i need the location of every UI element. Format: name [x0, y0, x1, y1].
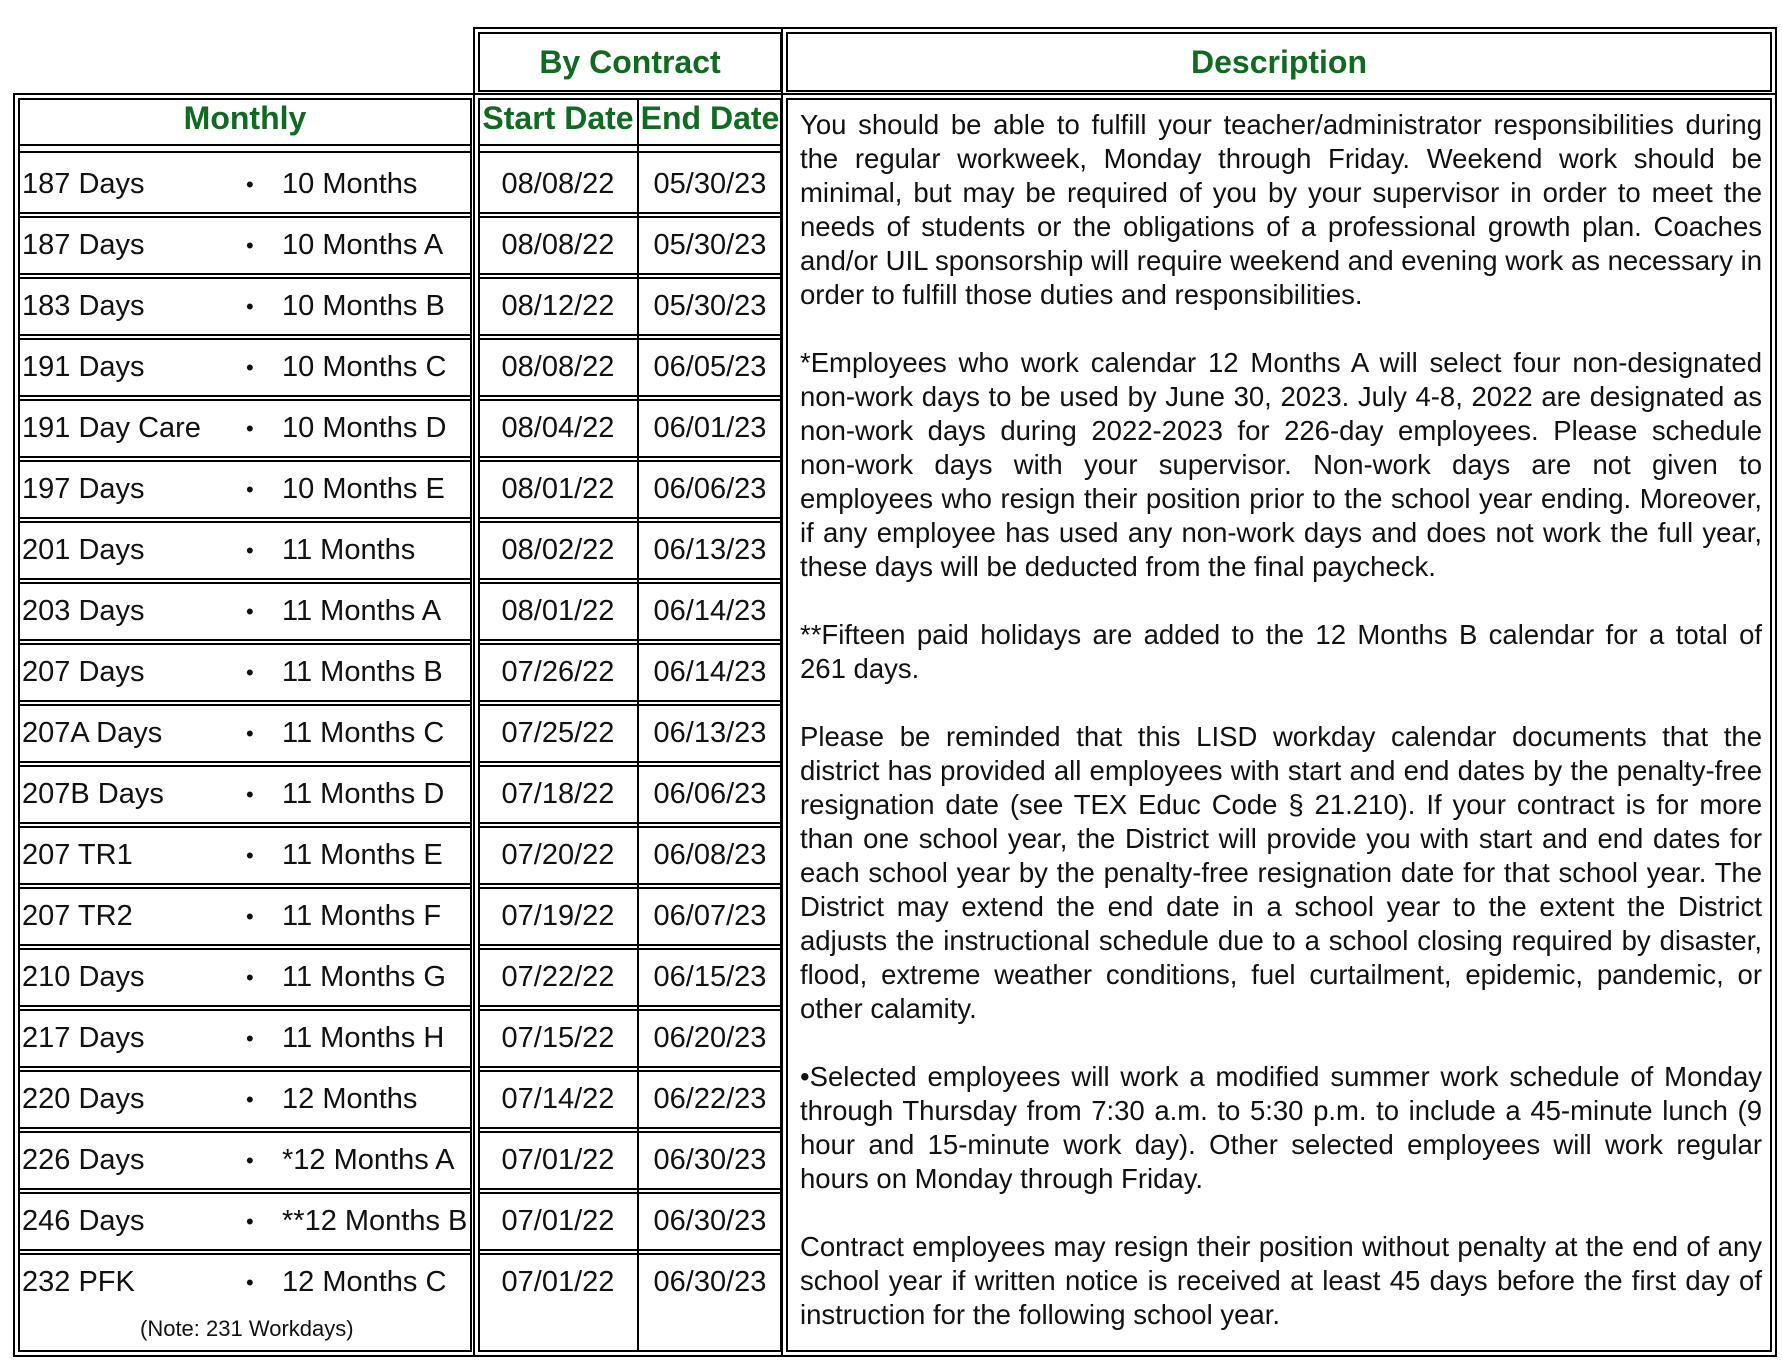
row-bullet: • [246, 294, 254, 319]
row-bullet: • [246, 904, 254, 929]
row-end-date: 06/30/23 [653, 1144, 767, 1176]
row-divider [18, 1070, 472, 1072]
row-divider [18, 883, 472, 885]
row-bullet: • [246, 1026, 254, 1051]
row-months: 11 Months H [282, 1022, 445, 1054]
row-bullet: • [246, 1209, 254, 1234]
row-divider [18, 700, 472, 702]
header-divider-left-2 [18, 151, 472, 153]
row-days: 226 Days [22, 1144, 145, 1176]
row-divider [18, 948, 472, 950]
row-days: 207 Days [22, 656, 145, 688]
row-end-date: 06/06/23 [653, 778, 767, 810]
row-months: 10 Months C [282, 351, 447, 383]
row-divider [18, 395, 472, 397]
row-days: 232 PFK [22, 1266, 135, 1298]
row-days: 207A Days [22, 717, 163, 749]
description-paragraph: Please be reminded that this LISD workday calendar documents that the district has provided all employees with start and end dates by the penalty-free resignation date (see TEX Educ Code § 21.210). If your contract is for more than one school year, the District will provide you with start and end dates for each school year by the penalty-free resignation date for that school year. The District may extend the end date in a school year to the extent the District adjusts the instructional schedule due to a school closing required by disaster, flood, extreme weather conditions, fuel curtailment, epidemic, pandemic, or other calamity. [800, 721, 1762, 1024]
row-start-date: 08/04/22 [501, 412, 615, 444]
row-start-date: 07/01/22 [501, 1144, 615, 1176]
row-days: 217 Days [22, 1022, 145, 1054]
row-bullet: • [246, 782, 254, 807]
row-divider [478, 399, 782, 401]
row-months: 10 Months E [282, 473, 445, 505]
description-paragraph: **Fifteen paid holidays are added to the 12 Months B calendar for a total of 261 days. [800, 619, 1762, 684]
row-divider [478, 1066, 782, 1068]
row-divider [478, 944, 782, 946]
row-months: 11 Months [282, 534, 416, 566]
row-start-date: 08/08/22 [501, 351, 615, 383]
row-divider [18, 1127, 472, 1129]
row-months: 10 Months [282, 168, 418, 200]
row-days: 220 Days [22, 1083, 145, 1115]
description-header: Description [1190, 44, 1368, 80]
row-start-date: 07/22/22 [501, 961, 615, 993]
row-start-date: 07/01/22 [501, 1266, 615, 1298]
row-divider [18, 582, 472, 584]
row-divider [478, 1249, 782, 1251]
description-paragraph: •Selected employees will work a modified summer work schedule of Monday through Thursday from 7:30 a.m. to 5:30 p.m. to include a 45-minute lunch (9 hour and 15-minute work day). Other selected employees will work regular hours on Monday through Friday. [800, 1061, 1762, 1194]
row-divider [478, 761, 782, 763]
by-contract-header: By Contract [539, 44, 721, 80]
row-divider [478, 826, 782, 828]
row-days: 187 Days [22, 229, 145, 261]
header-divider-mid-2 [478, 151, 782, 153]
row-days: 201 Days [22, 534, 145, 566]
row-months: 10 Months A [282, 229, 444, 261]
row-divider [478, 582, 782, 584]
row-divider [478, 1131, 782, 1133]
row-divider [478, 578, 782, 580]
row-start-date: 08/01/22 [501, 595, 615, 627]
row-divider [18, 1188, 472, 1190]
row-divider [18, 826, 472, 828]
header-divider-left [18, 144, 472, 146]
row-divider [478, 883, 782, 885]
row-divider [478, 1253, 782, 1255]
row-months: 11 Months C [282, 717, 445, 749]
row-divider [478, 216, 782, 218]
row-divider [478, 948, 782, 950]
row-bullet: • [246, 172, 254, 197]
row-divider [18, 273, 472, 275]
row-bullet: • [246, 416, 254, 441]
row-divider [18, 704, 472, 706]
row-start-date: 07/15/22 [501, 1022, 615, 1054]
row-start-date: 07/19/22 [501, 900, 615, 932]
row-divider [478, 517, 782, 519]
row-divider [18, 277, 472, 279]
row-divider [18, 338, 472, 340]
row-months: 10 Months B [282, 290, 445, 322]
row-bullet: • [246, 477, 254, 502]
row-start-date: 07/01/22 [501, 1205, 615, 1237]
row-divider [18, 1066, 472, 1068]
row-months: **12 Months B [282, 1205, 468, 1237]
row-start-date: 08/02/22 [501, 534, 615, 566]
row-divider [478, 212, 782, 214]
row-divider [18, 1192, 472, 1194]
row-start-date: 08/01/22 [501, 473, 615, 505]
row-end-date: 06/05/23 [653, 351, 767, 383]
row-bullet: • [246, 233, 254, 258]
row-divider [18, 456, 472, 458]
row-days: 183 Days [22, 290, 145, 322]
row-divider [478, 643, 782, 645]
row-start-date: 07/20/22 [501, 839, 615, 871]
row-months: 11 Months F [282, 900, 442, 932]
row-end-date: 06/14/23 [653, 595, 767, 627]
end-date-header: End Date [640, 100, 780, 136]
row-divider [18, 399, 472, 401]
row-divider [478, 822, 782, 824]
row-days: 246 Days [22, 1205, 145, 1237]
row-divider [18, 1005, 472, 1007]
row-divider [18, 822, 472, 824]
row-end-date: 05/30/23 [653, 229, 767, 261]
row-days: 191 Day Care [22, 412, 201, 444]
row-start-date: 07/18/22 [501, 778, 615, 810]
row-divider [18, 334, 472, 336]
row-divider [18, 944, 472, 946]
row-divider [18, 761, 472, 763]
row-end-date: 06/14/23 [653, 656, 767, 688]
row-divider [18, 639, 472, 641]
row-days: 187 Days [22, 168, 145, 200]
row-divider [18, 643, 472, 645]
row-divider [478, 521, 782, 523]
row-months: 12 Months [282, 1083, 418, 1115]
row-end-date: 06/13/23 [653, 534, 767, 566]
row-divider [18, 460, 472, 462]
row-end-date: 05/30/23 [653, 290, 767, 322]
row-bullet: • [246, 965, 254, 990]
row-bullet: • [246, 843, 254, 868]
row-months: *12 Months A [282, 1144, 455, 1176]
row-divider [18, 1131, 472, 1133]
row-end-date: 06/07/23 [653, 900, 767, 932]
row-divider [18, 765, 472, 767]
row-end-date: 06/30/23 [653, 1205, 767, 1237]
row-start-date: 07/14/22 [501, 1083, 615, 1115]
description-body [800, 108, 1762, 1366]
row-months: 12 Months C [282, 1266, 447, 1298]
row-divider [478, 1192, 782, 1194]
description-paragraph: You should be able to fulfill your teacher/administrator responsibilities during the regular workweek, Monday through Friday. Weekend work should be minimal, but may be required of you by your supervisor in order to meet the needs of students or the obligations of a professional growth plan. Coaches and/or UIL sponsorship will require weekend and evening work as necessary in order to fulfill those duties and responsibilities. [800, 109, 1763, 310]
row-divider [478, 1009, 782, 1011]
row-months: 11 Months D [282, 778, 445, 810]
row-months: 10 Months D [282, 412, 447, 444]
row-end-date: 06/20/23 [653, 1022, 767, 1054]
row-divider [478, 456, 782, 458]
row-days: 207 TR1 [22, 839, 133, 871]
row-divider [478, 1005, 782, 1007]
row-end-date: 06/30/23 [653, 1266, 767, 1298]
row-days: 207B Days [22, 778, 164, 810]
row-start-date: 08/12/22 [501, 290, 615, 322]
row-start-date: 07/25/22 [501, 717, 615, 749]
row-divider [18, 887, 472, 889]
row-bullet: • [246, 538, 254, 563]
row-divider [478, 1127, 782, 1129]
row-start-date: 07/26/22 [501, 656, 615, 688]
row-divider [18, 1249, 472, 1251]
description-paragraph: *Employees who work calendar 12 Months A will select four non-designated non-work days to be used by June 30, 2023. July 4-8, 2022 are designated as non-work days during 2022-2023 for 226-day employees. Please schedule non-work days with your supervisor. Non-work days are not given to employees who resign their position prior to the school year ending. Moreover, if any employee has used any non-work days and does not work the full year, these days will be deducted from the final paycheck. [800, 347, 1762, 582]
row-divider [478, 395, 782, 397]
row-divider [18, 1253, 472, 1255]
row-divider [18, 216, 472, 218]
row-bullet: • [246, 599, 254, 624]
row-divider [18, 517, 472, 519]
monthly-header: Monthly [183, 100, 307, 136]
row-end-date: 06/01/23 [653, 412, 767, 444]
row-bullet: • [246, 1270, 254, 1295]
row-bullet: • [246, 355, 254, 380]
row-bullet: • [246, 1148, 254, 1173]
row-divider [478, 338, 782, 340]
row-months: 11 Months G [282, 961, 446, 993]
row-divider [478, 1188, 782, 1190]
row-months: 11 Months E [282, 839, 443, 871]
row-end-date: 06/06/23 [653, 473, 767, 505]
row-divider [478, 765, 782, 767]
row-start-date: 08/08/22 [501, 168, 615, 200]
row-days: 210 Days [22, 961, 145, 993]
row-divider [478, 1070, 782, 1072]
row-end-date: 06/22/23 [653, 1083, 767, 1115]
description-paragraph: Contract employees may resign their position without penalty at the end of any school year if written notice is received at least 45 days before the first day of instruction for the following school year. [800, 1231, 1762, 1330]
row-end-date: 06/13/23 [653, 717, 767, 749]
row-bullet: • [246, 660, 254, 685]
row-bullet: • [246, 1087, 254, 1112]
row-days: 203 Days [22, 595, 145, 627]
row-end-date: 06/15/23 [653, 961, 767, 993]
row-divider [478, 334, 782, 336]
row-divider [478, 700, 782, 702]
row-months: 11 Months B [282, 656, 443, 688]
row-divider [478, 887, 782, 889]
row-divider [18, 578, 472, 580]
start-date-header: Start Date [482, 100, 634, 136]
row-divider [478, 277, 782, 279]
header-divider-mid [478, 144, 782, 146]
row-end-date: 05/30/23 [653, 168, 767, 200]
row-divider [478, 639, 782, 641]
row-days: 197 Days [22, 473, 145, 505]
row-divider [478, 273, 782, 275]
row-divider [18, 521, 472, 523]
row-end-date: 06/08/23 [653, 839, 767, 871]
row-bullet: • [246, 721, 254, 746]
row-divider [478, 704, 782, 706]
row-days: 191 Days [22, 351, 145, 383]
row-days: 207 TR2 [22, 900, 133, 932]
row-divider [478, 460, 782, 462]
row-divider [18, 212, 472, 214]
row-months: 11 Months A [282, 595, 442, 627]
workdays-note: (Note: 231 Workdays) [140, 1316, 354, 1341]
row-divider [18, 1009, 472, 1011]
row-start-date: 08/08/22 [501, 229, 615, 261]
